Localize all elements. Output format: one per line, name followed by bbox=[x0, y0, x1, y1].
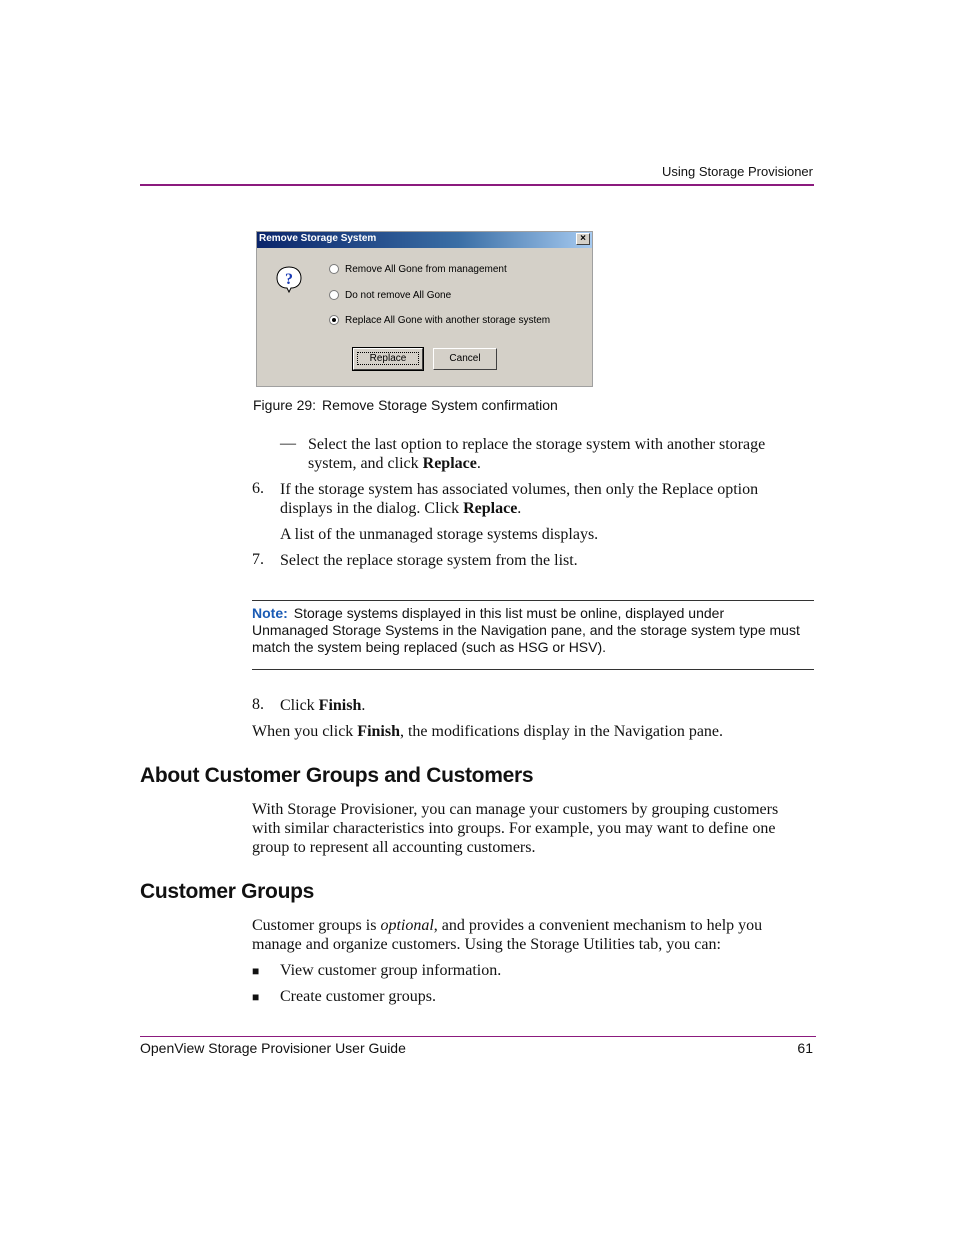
radio-remove-from-management[interactable] bbox=[329, 262, 507, 276]
section1-paragraph bbox=[252, 800, 822, 857]
radio-button[interactable] bbox=[329, 264, 339, 274]
heading-about-customer-groups: About Customer Groups and Customers bbox=[140, 764, 534, 787]
step-8-text bbox=[280, 696, 365, 715]
step-6-end: . bbox=[517, 500, 522, 517]
dialog-title: Remove Storage System bbox=[259, 233, 377, 244]
section2-line2: manage and organize customers. Using the Storage Utilities tab, you can: bbox=[252, 936, 721, 953]
note-line3: match the system being replaced (such as HSG or HSV). bbox=[252, 639, 607, 655]
step-6-bold: Replace bbox=[463, 500, 518, 517]
dash-step-line1: Select the last option to replace the storage system with another storage bbox=[308, 436, 766, 453]
header-rule bbox=[140, 184, 814, 186]
step-6-number: 6. bbox=[252, 480, 264, 497]
step-6-line2: displays in the dialog. Click bbox=[280, 500, 464, 517]
step-8-bold: Finish bbox=[318, 697, 362, 714]
step-6-line1: If the storage system has associated volumes, then only the Replace option bbox=[280, 481, 759, 498]
radio-label: Replace All Gone with another storage system bbox=[345, 314, 551, 326]
footer-guide-title: OpenView Storage Provisioner User Guide bbox=[140, 1040, 406, 1056]
list-item: View customer group information. bbox=[280, 962, 502, 979]
page-number: 61 bbox=[797, 1040, 813, 1056]
dash-step-end: . bbox=[476, 455, 481, 472]
step-6-text bbox=[280, 480, 820, 518]
section2-p1b: , and provides a convenient mechanism to help you bbox=[433, 917, 763, 934]
running-header: Using Storage Provisioner bbox=[661, 164, 813, 179]
note-line2: Unmanaged Storage Systems in the Navigation pane, and the storage system type must bbox=[252, 622, 800, 638]
step-8-end: . bbox=[361, 697, 366, 714]
section2-p1a: Customer groups is bbox=[252, 917, 381, 934]
bullet-square: ■ bbox=[252, 990, 260, 1004]
radio-button[interactable] bbox=[329, 290, 339, 300]
section1-line1: With Storage Provisioner, you can manage your customers by grouping customers bbox=[252, 801, 779, 818]
finish-result-text bbox=[252, 722, 723, 741]
radio-label: Do not remove All Gone bbox=[345, 289, 452, 301]
section1-line3: group to represent all accounting customers. bbox=[252, 839, 536, 856]
note-line1: Storage systems displayed in this list must be online, displayed under bbox=[293, 605, 725, 621]
dash-bullet: — bbox=[280, 435, 296, 452]
section1-line2: with similar characteristics into groups. For example, you may want to define one bbox=[252, 820, 776, 837]
finish-a: When you click bbox=[252, 723, 358, 740]
replace-button[interactable] bbox=[353, 348, 423, 370]
list-item: Create customer groups. bbox=[280, 988, 436, 1005]
dash-step-line2: system, and click bbox=[308, 455, 423, 472]
heading-customer-groups: Customer Groups bbox=[140, 880, 315, 903]
step-7-number: 7. bbox=[252, 551, 264, 568]
remove-storage-system-dialog bbox=[256, 231, 593, 387]
note-top-rule bbox=[252, 600, 814, 601]
footer-rule bbox=[140, 1036, 816, 1037]
step-6-result: A list of the unmanaged storage systems displays. bbox=[280, 526, 599, 543]
section2-paragraph bbox=[252, 916, 822, 954]
finish-bold: Finish bbox=[357, 723, 400, 740]
radio-replace-with-another[interactable] bbox=[329, 313, 550, 327]
figure-label: Figure 29: bbox=[253, 397, 317, 413]
question-icon bbox=[275, 265, 303, 293]
svg-text:?: ? bbox=[285, 271, 293, 288]
bullet-square: ■ bbox=[252, 964, 260, 978]
radio-label: Remove All Gone from management bbox=[345, 263, 507, 275]
dialog-titlebar bbox=[257, 232, 592, 248]
note-label: Note: bbox=[252, 605, 288, 621]
step-7-text: Select the replace storage system from the list. bbox=[280, 552, 578, 569]
note-bottom-rule bbox=[252, 669, 814, 670]
cancel-button[interactable]: Cancel bbox=[433, 348, 497, 370]
step-8-number: 8. bbox=[252, 696, 264, 713]
radio-button-selected[interactable] bbox=[329, 315, 339, 325]
dash-step-bold: Replace bbox=[422, 455, 477, 472]
figure-caption bbox=[253, 397, 558, 413]
figure-caption-text: Remove Storage System confirmation bbox=[322, 397, 558, 413]
radio-do-not-remove[interactable] bbox=[329, 288, 451, 302]
step-8-a: Click bbox=[280, 697, 319, 714]
dash-step-text bbox=[308, 435, 818, 473]
finish-b: , the modifications display in the Navigation pane. bbox=[399, 723, 724, 740]
note-box bbox=[252, 605, 818, 656]
replace-button-label: Replace bbox=[357, 352, 420, 365]
section2-italic: optional bbox=[380, 917, 434, 934]
close-icon[interactable]: × bbox=[576, 233, 590, 245]
